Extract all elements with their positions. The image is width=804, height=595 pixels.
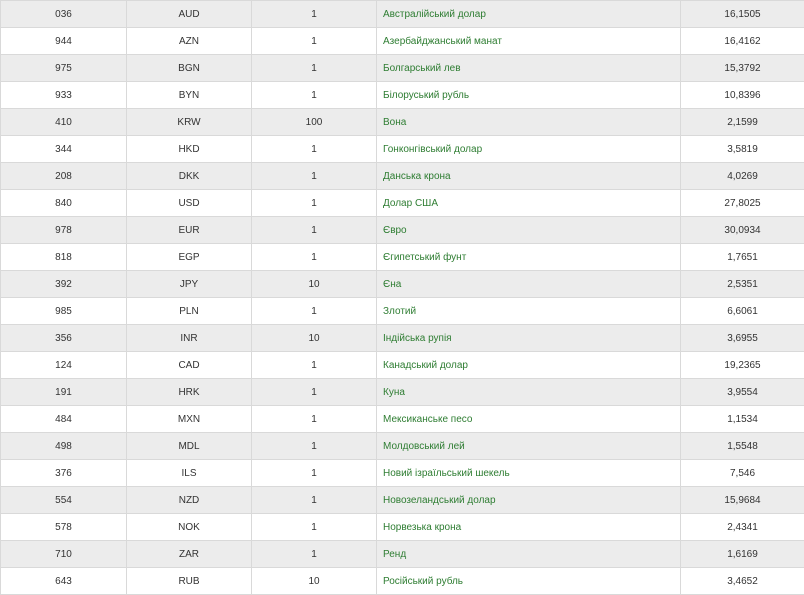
numeric-code-cell: 356	[1, 325, 127, 352]
numeric-code-cell: 944	[1, 28, 127, 55]
numeric-code-cell: 036	[1, 1, 127, 28]
letter-code-cell: BGN	[127, 55, 252, 82]
table-row	[1, 163, 804, 190]
currency-name-cell	[377, 568, 681, 595]
units-cell: 1	[252, 28, 377, 55]
rate-cell: 10,8396	[681, 82, 804, 109]
currency-name-cell	[377, 433, 681, 460]
table-row	[1, 352, 804, 379]
letter-code-cell: RUB	[127, 568, 252, 595]
currency-name-cell	[377, 541, 681, 568]
table-row	[1, 1, 804, 28]
currency-name-cell	[377, 379, 681, 406]
numeric-code-cell: 410	[1, 109, 127, 136]
units-cell: 1	[252, 406, 377, 433]
rate-cell: 16,1505	[681, 1, 804, 28]
table-row	[1, 244, 804, 271]
table-row	[1, 271, 804, 298]
units-cell: 1	[252, 379, 377, 406]
rate-cell: 27,8025	[681, 190, 804, 217]
table-row	[1, 514, 804, 541]
rate-cell: 2,1599	[681, 109, 804, 136]
units-cell: 1	[252, 460, 377, 487]
currency-name-cell	[377, 244, 681, 271]
table-row	[1, 55, 804, 82]
table-row	[1, 82, 804, 109]
numeric-code-cell: 578	[1, 514, 127, 541]
currency-name-link[interactable]: Ренд	[383, 549, 406, 560]
currency-name-cell	[377, 28, 681, 55]
currency-name-cell	[377, 136, 681, 163]
currency-name-link[interactable]: Євро	[383, 225, 407, 236]
table-row	[1, 568, 804, 595]
table-row	[1, 460, 804, 487]
units-cell: 1	[252, 514, 377, 541]
units-cell: 1	[252, 190, 377, 217]
rates-table-body	[1, 1, 804, 595]
units-cell: 1	[252, 82, 377, 109]
letter-code-cell: ILS	[127, 460, 252, 487]
units-cell: 1	[252, 433, 377, 460]
letter-code-cell: CAD	[127, 352, 252, 379]
currency-name-link[interactable]: Данська крона	[383, 171, 451, 182]
units-cell: 1	[252, 136, 377, 163]
rate-cell: 3,5819	[681, 136, 804, 163]
rate-cell: 1,6169	[681, 541, 804, 568]
rate-cell: 2,4341	[681, 514, 804, 541]
numeric-code-cell: 484	[1, 406, 127, 433]
numeric-code-cell: 985	[1, 298, 127, 325]
currency-name-link[interactable]: Канадський долар	[383, 360, 468, 371]
letter-code-cell: MDL	[127, 433, 252, 460]
rate-cell: 19,2365	[681, 352, 804, 379]
table-row	[1, 190, 804, 217]
numeric-code-cell: 191	[1, 379, 127, 406]
letter-code-cell: NZD	[127, 487, 252, 514]
numeric-code-cell: 498	[1, 433, 127, 460]
currency-name-cell	[377, 163, 681, 190]
currency-name-link[interactable]: Новий ізраїльський шекель	[383, 468, 510, 479]
letter-code-cell: EGP	[127, 244, 252, 271]
table-row	[1, 406, 804, 433]
currency-name-link[interactable]: Російський рубль	[383, 576, 463, 587]
numeric-code-cell: 818	[1, 244, 127, 271]
rate-cell: 16,4162	[681, 28, 804, 55]
rate-cell: 15,9684	[681, 487, 804, 514]
currency-name-cell	[377, 298, 681, 325]
numeric-code-cell: 376	[1, 460, 127, 487]
currency-name-link[interactable]: Куна	[383, 387, 405, 398]
currency-name-cell	[377, 406, 681, 433]
currency-name-cell	[377, 82, 681, 109]
currency-name-link[interactable]: Єгипетський фунт	[383, 252, 466, 263]
table-row	[1, 487, 804, 514]
letter-code-cell: ZAR	[127, 541, 252, 568]
letter-code-cell: BYN	[127, 82, 252, 109]
units-cell: 10	[252, 271, 377, 298]
rate-cell: 1,1534	[681, 406, 804, 433]
letter-code-cell: AUD	[127, 1, 252, 28]
table-row	[1, 325, 804, 352]
letter-code-cell: DKK	[127, 163, 252, 190]
units-cell: 1	[252, 217, 377, 244]
currency-name-link[interactable]: Вона	[383, 117, 406, 128]
currency-name-cell	[377, 352, 681, 379]
numeric-code-cell: 933	[1, 82, 127, 109]
table-row	[1, 136, 804, 163]
currency-name-link[interactable]: Злотий	[383, 306, 416, 317]
table-row	[1, 541, 804, 568]
currency-name-link[interactable]: Єна	[383, 279, 401, 290]
currency-name-link[interactable]: Білоруський рубль	[383, 90, 469, 101]
numeric-code-cell: 554	[1, 487, 127, 514]
rate-cell: 3,4652	[681, 568, 804, 595]
currency-name-cell	[377, 487, 681, 514]
rate-cell: 30,0934	[681, 217, 804, 244]
currency-name-link[interactable]: Індійська рупія	[383, 333, 452, 344]
currency-name-cell	[377, 190, 681, 217]
units-cell: 1	[252, 163, 377, 190]
numeric-code-cell: 344	[1, 136, 127, 163]
table-row	[1, 109, 804, 136]
units-cell: 1	[252, 487, 377, 514]
currency-name-cell	[377, 460, 681, 487]
letter-code-cell: AZN	[127, 28, 252, 55]
currency-name-link[interactable]: Новозеландський долар	[383, 495, 496, 506]
table-row	[1, 433, 804, 460]
numeric-code-cell: 392	[1, 271, 127, 298]
currency-name-cell	[377, 1, 681, 28]
letter-code-cell: INR	[127, 325, 252, 352]
units-cell: 10	[252, 325, 377, 352]
rate-cell: 1,7651	[681, 244, 804, 271]
table-row	[1, 379, 804, 406]
currency-name-link[interactable]: Молдовський лей	[383, 441, 465, 452]
letter-code-cell: MXN	[127, 406, 252, 433]
units-cell: 1	[252, 55, 377, 82]
letter-code-cell: HKD	[127, 136, 252, 163]
units-cell: 1	[252, 244, 377, 271]
letter-code-cell: NOK	[127, 514, 252, 541]
currency-name-link[interactable]: Болгарський лев	[383, 63, 461, 74]
currency-name-cell	[377, 325, 681, 352]
currency-name-link[interactable]: Норвезька крона	[383, 522, 461, 533]
numeric-code-cell: 975	[1, 55, 127, 82]
rate-cell: 1,5548	[681, 433, 804, 460]
currency-name-link[interactable]: Австралійський долар	[383, 9, 486, 20]
numeric-code-cell: 643	[1, 568, 127, 595]
letter-code-cell: JPY	[127, 271, 252, 298]
units-cell: 1	[252, 541, 377, 568]
currency-name-link[interactable]: Мексиканське песо	[383, 414, 472, 425]
currency-name-cell	[377, 217, 681, 244]
letter-code-cell: PLN	[127, 298, 252, 325]
currency-name-cell	[377, 109, 681, 136]
rate-cell: 2,5351	[681, 271, 804, 298]
letter-code-cell: HRK	[127, 379, 252, 406]
units-cell: 100	[252, 109, 377, 136]
units-cell: 1	[252, 352, 377, 379]
table-row	[1, 28, 804, 55]
numeric-code-cell: 710	[1, 541, 127, 568]
numeric-code-cell: 208	[1, 163, 127, 190]
rate-cell: 3,9554	[681, 379, 804, 406]
currency-name-link[interactable]: Азербайджанський манат	[383, 36, 502, 47]
currency-name-link[interactable]: Долар США	[383, 198, 438, 209]
rate-cell: 3,6955	[681, 325, 804, 352]
rate-cell: 6,6061	[681, 298, 804, 325]
units-cell: 10	[252, 568, 377, 595]
table-row	[1, 217, 804, 244]
numeric-code-cell: 840	[1, 190, 127, 217]
rate-cell: 4,0269	[681, 163, 804, 190]
currency-name-cell	[377, 55, 681, 82]
rate-cell: 15,3792	[681, 55, 804, 82]
rate-cell: 7,546	[681, 460, 804, 487]
table-row	[1, 298, 804, 325]
numeric-code-cell: 978	[1, 217, 127, 244]
currency-name-cell	[377, 271, 681, 298]
numeric-code-cell: 124	[1, 352, 127, 379]
letter-code-cell: EUR	[127, 217, 252, 244]
units-cell: 1	[252, 298, 377, 325]
currency-name-cell	[377, 514, 681, 541]
letter-code-cell: USD	[127, 190, 252, 217]
units-cell: 1	[252, 1, 377, 28]
letter-code-cell: KRW	[127, 109, 252, 136]
currency-name-link[interactable]: Гонконгівський долар	[383, 144, 482, 155]
